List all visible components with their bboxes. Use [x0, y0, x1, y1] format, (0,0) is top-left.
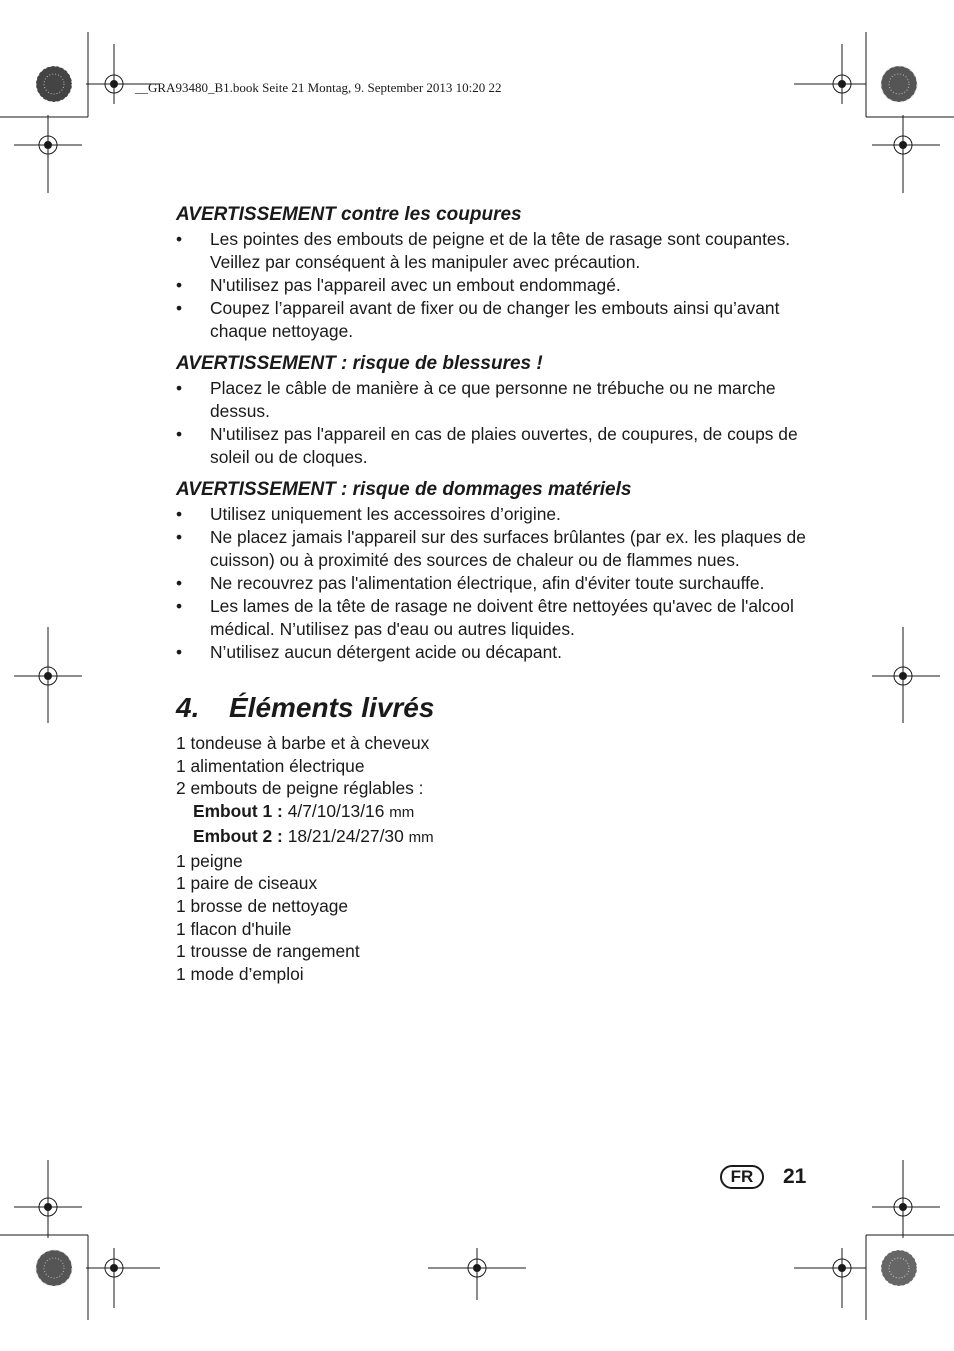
list-item: [176, 503, 816, 526]
embout-2-values: 18/21/24/27/30: [287, 825, 404, 846]
list-item: 2 embouts de peigne réglables :: [176, 778, 424, 799]
list-item: [176, 641, 816, 664]
list-item-text: Les pointes des embouts de peigne et de la tête de rasage sont coupantes. Veillez par conséquent à les manipuler avec précaution.: [210, 229, 791, 272]
warning-title: AVERTISSEMENT : risque de blessures !: [176, 353, 543, 374]
list-item: 1 mode d’emploi: [176, 964, 304, 985]
warning-cuts: [176, 202, 816, 343]
list-item: 1 trousse de rangement: [176, 941, 360, 962]
unit-label: mm: [389, 804, 415, 822]
embout-1-label: Embout 1 :: [193, 801, 283, 822]
delivery-list: [176, 732, 816, 986]
page-content: [176, 198, 816, 986]
list-item-text: N'utilisez pas l'appareil avec un embout endommagé.: [210, 275, 621, 295]
bullet-icon: •: [176, 275, 183, 295]
warning-list: [176, 503, 816, 664]
list-item: [176, 595, 816, 641]
bullet-icon: •: [176, 573, 183, 593]
bullet-icon: •: [176, 504, 183, 524]
bullet-icon: •: [176, 298, 183, 318]
list-item-text: Les lames de la tête de rasage ne doivent être nettoyées qu'avec de l'alcool médical. N’utilisez pas d'eau ou autres liquides.: [210, 596, 794, 639]
list-item: [176, 526, 816, 572]
bullet-icon: •: [176, 378, 183, 398]
warning-list: [176, 228, 816, 343]
bullet-icon: •: [176, 229, 183, 249]
bullet-icon: •: [176, 424, 183, 444]
warning-list: [176, 377, 816, 469]
warning-title: AVERTISSEMENT : risque de dommages matériels: [176, 479, 632, 500]
list-item: 1 alimentation électrique: [176, 755, 365, 776]
list-item: [176, 297, 816, 343]
warning-material-damage: [176, 477, 816, 664]
list-item-text: Placez le câble de manière à ce que personne ne trébuche ou ne marche dessus.: [210, 378, 776, 421]
page-number: 21: [783, 1165, 807, 1188]
list-item: [176, 274, 816, 297]
chapter-heading: [176, 690, 816, 726]
embout-2-label: Embout 2 :: [193, 825, 283, 846]
unit-label: mm: [408, 828, 434, 846]
list-item: [176, 572, 816, 595]
page-footer: [720, 1165, 806, 1189]
list-item: 1 paire de ciseaux: [176, 873, 318, 894]
warning-title: AVERTISSEMENT contre les coupures: [176, 204, 522, 225]
list-item: 1 peigne: [176, 850, 243, 871]
list-item: 1 brosse de nettoyage: [176, 895, 349, 916]
list-item-text: Utilisez uniquement les accessoires d’origine.: [210, 504, 561, 524]
bullet-icon: •: [176, 596, 183, 616]
bullet-icon: •: [176, 527, 183, 547]
list-item-text: N’utilisez aucun détergent acide ou décapant.: [210, 642, 562, 662]
list-item-text: Coupez l’appareil avant de fixer ou de changer les embouts ainsi qu’avant chaque nettoyage.: [210, 298, 780, 341]
list-item: 1 tondeuse à barbe et à cheveux: [176, 733, 430, 753]
print-file-header: __GRA93480_B1.book Seite 21 Montag, 9. September 2013 10:20 22: [135, 80, 502, 95]
chapter-title: Éléments livrés: [229, 692, 435, 723]
list-item: [176, 228, 816, 274]
list-item-text: Ne placez jamais l'appareil sur des surfaces brûlantes (par ex. les plaques de cuisson) ou à proximité des sources de chaleur ou de flammes nues.: [210, 527, 806, 570]
list-item-text: Ne recouvrez pas l'alimentation électrique, afin d'éviter toute surchauffe.: [210, 573, 765, 593]
list-item-text: N'utilisez pas l'appareil en cas de plaies ouvertes, de coupures, de coups de soleil ou de cloques.: [210, 424, 798, 467]
warning-injuries: [176, 351, 816, 469]
embout-1-row: [176, 800, 816, 825]
bullet-icon: •: [176, 642, 183, 662]
language-badge: FR: [720, 1165, 764, 1189]
list-item: [176, 423, 816, 469]
list-item: [176, 377, 816, 423]
embout-1-values: 4/7/10/13/16: [287, 801, 385, 822]
embout-2-row: [176, 825, 816, 850]
list-item: 1 flacon d'huile: [176, 918, 292, 939]
chapter-number: 4.: [176, 692, 200, 723]
